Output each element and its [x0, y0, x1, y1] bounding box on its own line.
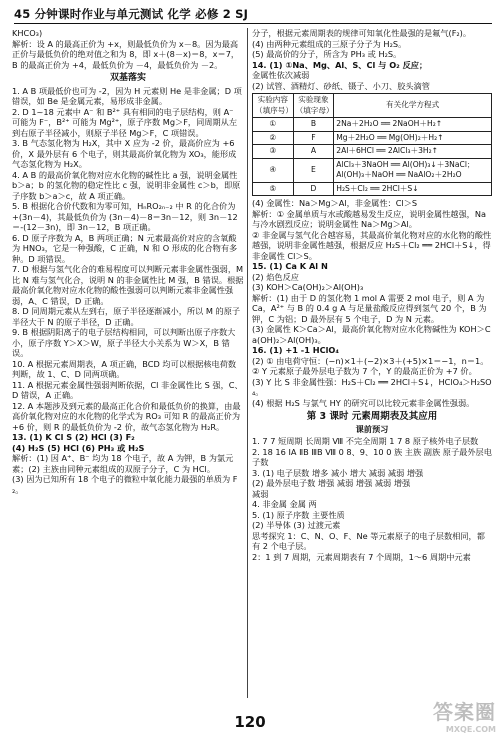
experiment-table: [252, 93, 492, 196]
table-cell: 2Al＋6HCl ══ 2AlCl₃＋3H₂↑: [334, 145, 492, 159]
text-line: (3) Y 比 S 非金属性强：H₂S＋Cl₂ ══ 2HCl＋S↓，HClO₄＞H₂SO₄。: [252, 376, 492, 397]
text-line: (5) 最高价的分子，所含为 PH₃ 或 H₂S。: [252, 49, 402, 59]
column-separator: [247, 28, 248, 698]
text-line: 4. 非金属 金属 两: [252, 499, 317, 509]
answer-6: 6. D 原子序数为 A，B 两项正确；N 元素最高价对应的含氧酸为 HNO₃，它是一种强酸，C 正确，N 和 O 形成的化合物有多种。D 项错误。: [12, 232, 238, 264]
text-line: (4) 由两种元素组成的三原子分子为 H₂S。: [252, 38, 407, 49]
table-cell: H₂S＋Cl₂ ══ 2HCl＋S↓: [334, 182, 492, 196]
table-row: [253, 145, 492, 159]
text-line: 解析：(1) 由于 D 的氢化物 1 mol A 需要 2 mol 电子，则 A 为 Ca，A²⁺ 与 B 的 0.4 g A 与足量盐酸反应得到氢气 20 个，B 为钾，C 为铝；D 最外层有 5 个电子，D 为 N 元素。: [252, 292, 487, 324]
text-line: 3. (1) 电子层数 增多 减小 增大 减弱 减弱 增强: [252, 467, 424, 478]
answer-1: 1. A B 项最低价也可为 -2，因为 H 元素则 He 是非金属；D 项错误，如 Be 是金属元素，易形成非金属。: [12, 85, 242, 106]
right-column: [252, 28, 492, 562]
text-line: 5. (1) 原子序数 主要性质: [252, 509, 345, 520]
answer-3: 3. B 气态氢化物为 H₂X，其中 X 应为 -2 价，最高价应为 +6 价，X 最外层有 6 个电子，则其最高价氧化物为 XO₃，能形成气态氢化物为 H₂X。: [12, 138, 237, 169]
text-line: 解析：设 A 的最高正价为 +x，则最低负价为 x－8。因为最高正价与最低负价的绝对值之和为 8，即 x＋(8－x)＝8，x＝7，B 的最高正价为 +4，最低负价为 －4，最低负价为 －2。: [12, 38, 240, 70]
text-line: (2) 半导体 (3) 过渡元素: [252, 520, 341, 530]
table-cell: B: [293, 118, 334, 132]
page-header: 45 分钟课时作业与单元测试 化学 必修 2 SJ: [14, 7, 249, 21]
table-cell: ②: [253, 131, 294, 145]
answer-13: 13. (1) K Cl S (2) HCl (3) F₂: [12, 432, 135, 442]
answer-13-explain: (3) 因为已知所有 18 个电子的微粒中氧化能力最强的单质为 F₂。: [12, 474, 238, 495]
text-line: 2：1 到 7 周期，元素周期表有 7 个周期，1～6 周期中元素: [252, 551, 471, 562]
answer-7: 7. D 根据与氢气化合的难易程度可以判断元素非金属性强弱，M 比 N 难与氢气化合，说明 N 的非金属性比 M 强，B 错误。根据最高价氧化物对应水化物的酸性强弱可以判断元素非金属性强弱，A、C 错误，D 正确。: [12, 264, 244, 306]
text-line: 解析：① 金属单质与水或酸越易发生反应，说明金属性越强，Na 与冷水剧烈反应；说明金属性 Na＞Mg＞Al。: [252, 208, 486, 229]
answer-13-cont: (4) H₂S (5) HCl (6) PH₃ 或 H₂S: [12, 442, 145, 453]
answer-9: 9. B 根据阴阳离子的电子层结构相同，可以判断出原子序数大小，原子序数 Y＞X＞W，原子半径大小关系为 W＞X，B 错误。: [12, 327, 236, 358]
left-column: [12, 28, 244, 495]
table-row: [253, 158, 492, 182]
answer-16: 16. (1) +1 -1 HClO₄: [252, 345, 339, 355]
text-line: (4) 根据 H₂S 与氯气 HY 的研究可以比较元素非金属性强弱。: [252, 397, 475, 408]
text-line: 减弱: [252, 488, 269, 499]
subsection-heading: 课前预习: [355, 423, 389, 434]
watermark-text: 答案圈: [433, 700, 496, 724]
text-line: (3) KOH＞Ca(OH)₂＞Al(OH)₃: [252, 282, 364, 292]
table-cell: ③: [253, 145, 294, 159]
text-line: KHCO₃): [12, 28, 43, 38]
table-cell: AlCl₃＋3NaOH ══ Al(OH)₃↓＋3NaCl；Al(OH)₃＋NaOH ══ NaAlO₂＋2H₂O: [334, 158, 492, 182]
text-line: 1. 7 7 短周期 长周期 Ⅷ 不完全周期 1 7 8 原子核外电子层数: [252, 436, 479, 446]
answer-11: 11. A 根据元素金属性强弱判断依据，Cl 非金属性比 S 强，C、D 错误，A 正确。: [12, 379, 243, 400]
table-row: [253, 131, 492, 145]
answer-12: 12. A 本题涉及到元素的最高正化合价和最低负价的换算，由最高价氧化物对应的水化物的化学式为 RO₃ 可知 R 的最高正价为 +6 价，则 R 的最低负价为 -2 价，故气态氢化物为 H₂R。: [12, 400, 241, 432]
text-line: (2) ① 由电荷守恒：(−n)×1＋(−2)×3＋(+5)×1＝−1，n＝1。: [252, 355, 489, 366]
text-line: 思考探究 1：C、N、O、F、Ne 等元素原子的电子层数相同，都有 2 个电子层。: [252, 530, 485, 551]
text-line: (3) 金属性 K＞Ca＞Al，最高价氧化物对应水化物碱性为 KOH＞Ca(OH)₂＞Al(OH)₃。: [252, 324, 491, 345]
table-cell: A: [293, 145, 334, 159]
answer-15: 15. (1) Ca K Al N: [252, 261, 328, 271]
table-row: [253, 118, 492, 132]
text-line: 分子，根据元素周期表的规律可知氧化性最强的是氟气(F₂)。: [252, 28, 472, 38]
table-header-row: [253, 94, 492, 118]
table-row: [253, 182, 492, 196]
table-header: 实验现象（填字母）: [293, 94, 334, 118]
table-cell: 2Na＋2H₂O ══ 2NaOH＋H₂↑: [334, 118, 492, 132]
text-line: (2) 焰色反应: [252, 271, 299, 282]
text-line: (4) 金属性：Na＞Mg＞Al，非金属性：Cl＞S: [252, 198, 418, 208]
answer-14: 14. (1) ①Na、Mg、Al、S、Cl 与 O₂ 反应；: [252, 59, 428, 70]
answer-4: 4. A B 的最高价氧化物对应水化物的碱性比 a 强，说明金属性 b＞a；b 的氢化物的稳定性比 c 强，说明非金属性 c＞b，即原子序数 b＞a＞c，故 A 项正确。: [12, 169, 241, 201]
table-cell: F: [293, 131, 334, 145]
answer-5: 5. B 根据化合价代数和为零可知，HₙRO₂ₙ₋₂ 中 R 的化合价为 +(3n－4)，其最低负价为 (3n－4)－8＝3n－12，则 3n－12＝-(12－3n)，即 3n－12，B 项正确。: [12, 201, 238, 232]
section-heading: 双基落实: [109, 73, 146, 83]
answer-2: 2. D 1~18 元素中 A⁻ 和 B²⁺ 具有相同的电子层结构，则 A⁻ 可能为 F⁻，B²⁺ 可能为 Mg²⁺，原子序数 Mg＞F，同周期从左到右原子半径减小，则原子半径 Mg＞F，C 项错误。: [12, 106, 238, 138]
table-header: 实验内容（填序号）: [253, 94, 294, 118]
watermark-url: MXQE.COM: [445, 725, 496, 734]
lesson-title: 第 3 课时 元素周期表及其应用: [306, 411, 438, 422]
text-line: 金属性依次减弱: [252, 70, 310, 80]
table-cell: ①: [253, 118, 294, 132]
table-cell: ⑤: [253, 182, 294, 196]
page-number: 120: [234, 713, 266, 731]
answer-10: 10. A 根据元素周期表，A 项正确，BCD 均可以根据核电荷数判断，故 1、C、D 同两项确。: [12, 358, 237, 379]
table-cell: ④: [253, 158, 294, 182]
table-cell: D: [293, 182, 334, 196]
text-line: 2. 18 16 ⅠA ⅡB ⅢB Ⅷ 0 8、9、10 0 族 主族 副族 原子最外层电子数: [252, 446, 492, 467]
text-line: (2) 最外层电子数 增强 减弱 增强 减弱 增强: [252, 478, 411, 488]
answer-13-explain: 解析：(1) 因 A⁺、B⁻ 均为 18 个电子，故 A 为钾，B 为氯元素；(2) 主族由同种元素组成的双原子分子，C 为 HCl。: [12, 453, 234, 474]
table-cell: Mg＋2H₂O ══ Mg(OH)₂＋H₂↑: [334, 131, 492, 145]
table-header: 有关化学方程式: [334, 94, 492, 118]
answer-8: 8. D 同周期元素从左到右，原子半径逐渐减小，所以 M 的原子半径大于 N 的原子半径，D 正确。: [12, 306, 241, 327]
text-line: ② 非金属与氢气化合越容易，其最高价氧化物对应的水化物的酸性越强，说明非金属性越强，根据反应 H₂S＋Cl₂ ══ 2HCl＋S↓，得非金属性 Cl＞S。: [252, 229, 492, 261]
text-line: (2) 试管、酒精灯、砂纸、镊子、小刀、胶头滴管: [252, 80, 430, 91]
header-rule: [14, 23, 492, 24]
table-cell: E: [293, 158, 334, 182]
watermark-logo: [433, 696, 496, 734]
text-line: ② Y 元素原子最外层电子数为 7 个，Y 的最高正价为 +7 价。: [252, 366, 477, 376]
